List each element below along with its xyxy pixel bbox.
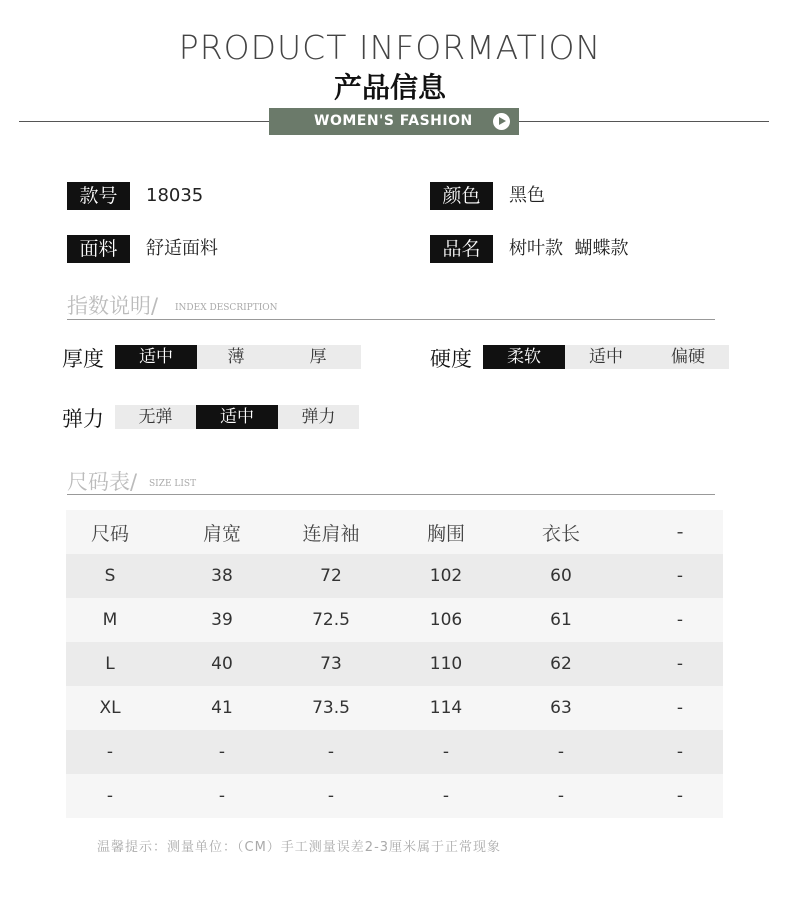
size-section-title: 尺码表/: [67, 470, 138, 494]
page-title-cn: 产品信息: [333, 71, 446, 104]
table-cell: 38: [211, 566, 233, 586]
table-cell: 39: [211, 610, 233, 630]
style-no-value: 18035: [146, 185, 204, 206]
index-section-subtitle: INDEX DESCRIPTION: [175, 303, 278, 313]
table-cell: -: [442, 742, 450, 762]
table-cell: 60: [550, 566, 572, 586]
table-cell: 110: [429, 654, 463, 674]
table-cell: 73: [320, 654, 342, 674]
banner-label: WOMEN'S FASHION: [314, 113, 473, 129]
table-cell: -: [676, 786, 684, 806]
table-cell: -: [557, 742, 565, 762]
play-circle-icon: [493, 113, 510, 130]
table-cell: -: [327, 742, 335, 762]
size-section-subtitle: SIZE LIST: [149, 479, 197, 489]
table-cell: 72.5: [312, 610, 350, 630]
table-cell: -: [218, 786, 226, 806]
category-banner: [269, 108, 519, 135]
table-cell: -: [676, 610, 684, 630]
table-cell: -: [676, 654, 684, 674]
table-cell: 114: [429, 698, 463, 718]
size-section-divider: [67, 494, 715, 495]
table-header-cell: 衣长: [541, 522, 580, 545]
table-cell: -: [557, 786, 565, 806]
fabric-tag: 面料: [67, 235, 130, 263]
name-tag: 品名: [430, 235, 493, 263]
elasticity-label: 弹力: [62, 407, 104, 431]
table-cell: -: [218, 742, 226, 762]
hardness-option-hard: 偏硬: [647, 345, 729, 369]
table-cell: 62: [550, 654, 572, 674]
table-row: [66, 774, 723, 818]
page-title-en: PRODUCT INFORMATION: [178, 28, 602, 67]
table-header-cell: 胸围: [426, 522, 465, 545]
table-cell: -: [676, 742, 684, 762]
hardness-label: 硬度: [430, 347, 472, 371]
table-cell: -: [327, 786, 335, 806]
table-row: [66, 598, 723, 642]
table-header-row: [66, 510, 723, 554]
thickness-option-thick: 厚: [275, 345, 361, 369]
hardness-option-medium: 适中: [565, 345, 647, 369]
thickness-option-thin: 薄: [197, 345, 275, 369]
table-row: [66, 730, 723, 774]
table-row: [66, 686, 723, 730]
color-tag: 颜色: [430, 182, 493, 210]
color-value: 黑色: [509, 185, 545, 206]
table-cell: 41: [211, 698, 233, 718]
table-cell: 40: [211, 654, 233, 674]
table-row: [66, 554, 723, 598]
elasticity-option-medium: 适中: [196, 405, 278, 429]
elasticity-option-none: 无弹: [115, 405, 196, 429]
table-cell: 73.5: [312, 698, 350, 718]
thickness-label: 厚度: [62, 347, 104, 371]
thickness-option-medium: 适中: [115, 345, 197, 369]
table-cell: S: [104, 566, 116, 586]
table-cell: M: [102, 610, 118, 630]
hardness-option-soft: 柔软: [483, 345, 565, 369]
elasticity-option-stretch: 弹力: [278, 405, 359, 429]
table-cell: -: [442, 786, 450, 806]
table-header-cell: 尺码: [90, 522, 129, 545]
size-table: [66, 510, 723, 818]
index-section-title: 指数说明/: [67, 294, 159, 318]
table-cell: 106: [429, 610, 463, 630]
table-cell: 72: [320, 566, 342, 586]
table-cell: 63: [550, 698, 572, 718]
index-section-divider: [67, 319, 715, 320]
table-cell: -: [106, 786, 114, 806]
table-cell: XL: [99, 698, 121, 718]
style-no-tag: 款号: [67, 182, 130, 210]
measurement-note: 温馨提示：测量单位：（CM）手工测量误差2-3厘米属于正常现象: [97, 840, 502, 855]
name-value: 树叶款 蝴蝶款: [509, 238, 629, 259]
table-cell: L: [105, 654, 115, 674]
table-row: [66, 642, 723, 686]
table-cell: 61: [550, 610, 572, 630]
table-cell: -: [676, 698, 684, 718]
table-cell: 102: [429, 566, 463, 586]
table-header-cell: -: [676, 521, 684, 543]
table-header-cell: 肩宽: [202, 522, 241, 545]
table-header-cell: 连肩袖: [302, 522, 360, 545]
header-divider-right: [519, 121, 769, 122]
fabric-value: 舒适面料: [146, 238, 218, 259]
table-cell: -: [676, 566, 684, 586]
table-cell: -: [106, 742, 114, 762]
header-divider-left: [19, 121, 269, 122]
